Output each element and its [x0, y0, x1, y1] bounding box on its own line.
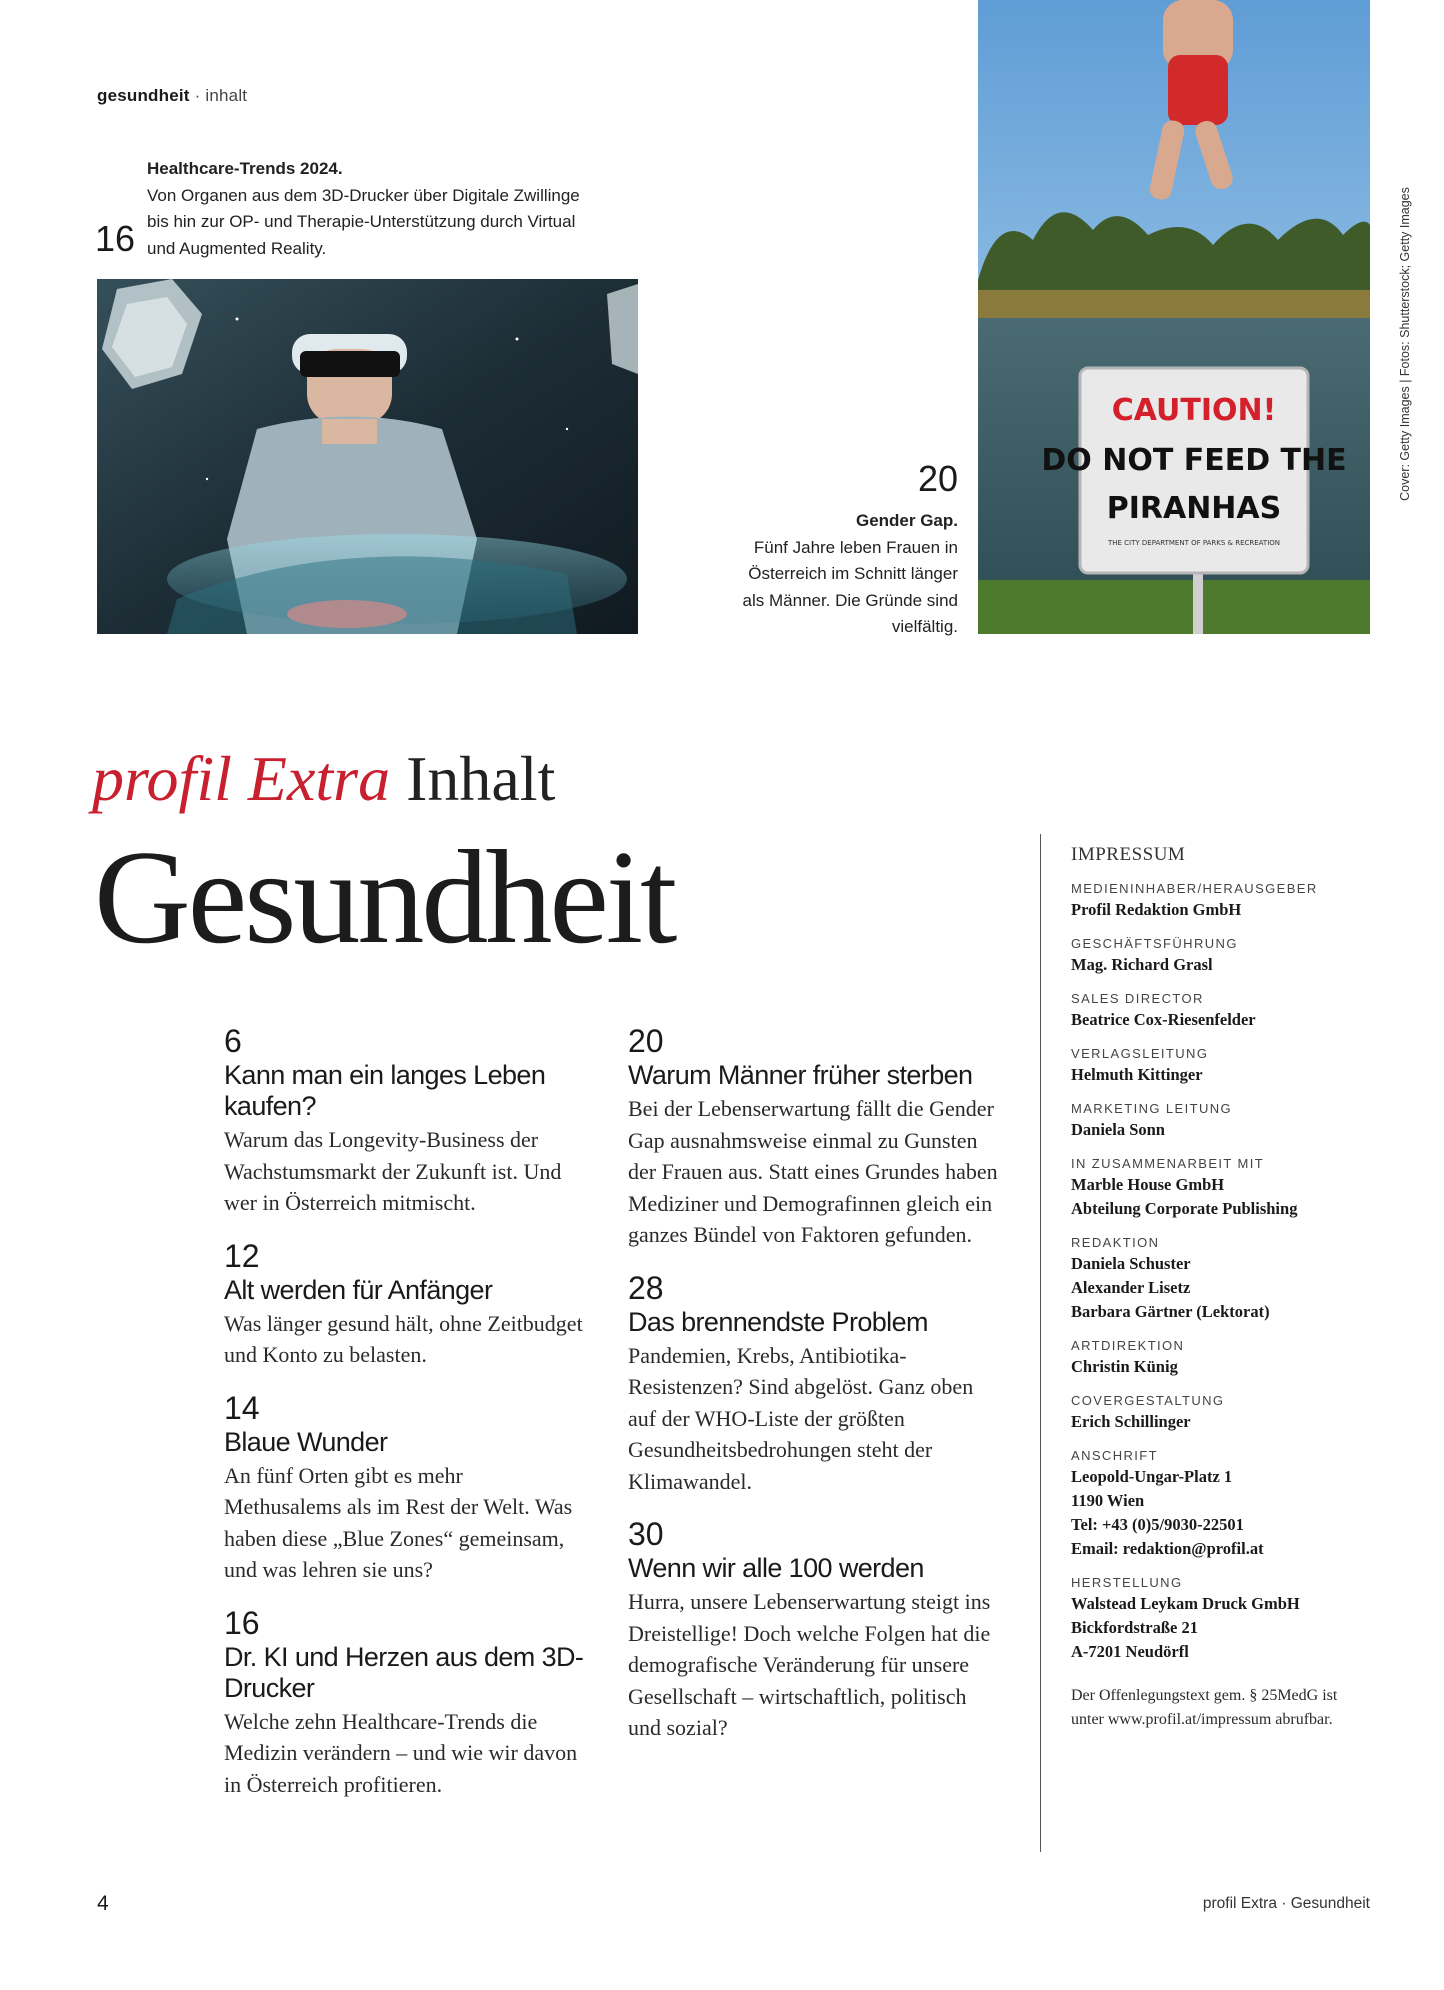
toc-description: Welche zehn Healthcare-Trends die Medizin verändern – und wie wir davon in Österreich profitieren.	[224, 1708, 578, 1797]
toc-page-number: 14	[224, 1389, 260, 1426]
toc-page-number: 28	[628, 1269, 664, 1306]
teaser-right-text	[740, 508, 958, 641]
impressum-value: Barbara Gärtner (Lektorat)	[1071, 1302, 1270, 1321]
impressum-section	[1071, 935, 1361, 977]
impressum-label: GESCHÄFTSFÜHRUNG	[1071, 936, 1238, 951]
sign-caution: CAUTION!	[1111, 393, 1277, 428]
impressum-value: Abteilung Corporate Publishing	[1071, 1199, 1298, 1218]
impressum-label: ARTDIREKTION	[1071, 1338, 1185, 1353]
impressum-value: A-7201 Neudörfl	[1071, 1642, 1189, 1661]
toc-title: Dr. KI und Herzen aus dem 3D-Drucker	[224, 1641, 584, 1703]
page-title: Gesundheit	[94, 823, 675, 971]
toc-column-right	[628, 1022, 998, 1762]
toc-title: Kann man ein langes Leben kaufen?	[224, 1060, 546, 1121]
impressum-value: Erich Schillinger	[1071, 1412, 1191, 1431]
toc-page-number: 6	[224, 1023, 242, 1059]
toc-description: Bei der Lebenserwartung fällt die Gender Gap ausnahmsweise einmal zu Gunsten der Frauen aus. Statt eines Grundes haben Mediziner und Demografinnen gleich ein ganzes Bündel von Faktoren gefunden.	[628, 1096, 998, 1247]
masthead	[92, 742, 555, 816]
teaser-left-number: 16	[95, 218, 136, 259]
impressum-section	[1071, 1155, 1361, 1221]
footer-running-title: profil Extra · Gesundheit	[1202, 1895, 1370, 1912]
toc-description: Hurra, unsere Lebenserwartung steigt ins Dreistellige! Doch welche Folgen hat die demografische Veränderung für unsere Gesellschaft – wirtschaftlich, politisch und sozial?	[628, 1589, 991, 1740]
impressum-value: Mag. Richard Grasl	[1071, 955, 1213, 974]
kicker-separator: ·	[189, 86, 206, 105]
impressum-section	[1071, 1574, 1361, 1664]
brand-name: profil Extra	[92, 743, 391, 814]
toc-page-number: 12	[224, 1237, 260, 1274]
toc-title: Wenn wir alle 100 werden	[628, 1553, 924, 1583]
impressum-label: VERLAGSLEITUNG	[1071, 1046, 1209, 1061]
impressum-sections	[1071, 880, 1361, 1664]
surgeon-vr-illustration	[97, 279, 638, 634]
toc-description: Pandemien, Krebs, Antibiotika-Resistenzen? Sind abgelöst. Ganz oben auf der WHO-Liste der größten Gesundheitsbedrohungen steht der Klimawandel.	[628, 1342, 974, 1494]
impressum-section	[1071, 1447, 1361, 1561]
kicker-subsection: inhalt	[205, 86, 248, 105]
teaser-right-body: Fünf Jahre leben Frauen in Österreich im Schnitt länger als Männer. Die Gründe sind vielfältig.	[742, 537, 958, 636]
impressum-label: MARKETING LEITUNG	[1071, 1101, 1233, 1116]
toc-entry[interactable]	[628, 1269, 998, 1498]
teaser-left-text	[147, 156, 587, 262]
impressum-value: Daniela Schuster	[1071, 1254, 1191, 1273]
page-number: 4	[97, 1892, 109, 1915]
toc-entry[interactable]	[224, 1604, 584, 1801]
impressum-section	[1071, 880, 1361, 922]
toc-page-number: 16	[224, 1604, 260, 1641]
toc-entry[interactable]	[628, 1022, 998, 1251]
teaser-right-number: 20	[917, 458, 958, 499]
impressum-label: COVERGESTALTUNG	[1071, 1393, 1225, 1408]
toc-page-number: 30	[628, 1516, 664, 1552]
teaser-left-body: Von Organen aus dem 3D-Drucker über Digitale Zwillinge bis hin zur OP- und Therapie-Unterstützung durch Virtual und Augmented Reality.	[147, 185, 580, 258]
toc-entry[interactable]	[224, 1389, 584, 1586]
impressum-value: Beatrice Cox-Riesenfelder	[1071, 1010, 1256, 1029]
masthead-inhalt: Inhalt	[406, 743, 556, 814]
surgeon-vr-photo	[97, 279, 638, 634]
impressum-section	[1071, 990, 1361, 1032]
toc-title: Alt werden für Anfänger	[224, 1274, 493, 1305]
impressum-value: Christin Künig	[1071, 1357, 1178, 1376]
impressum-label: REDAKTION	[1071, 1235, 1160, 1250]
impressum-heading: IMPRESSUM	[1071, 844, 1186, 865]
impressum-value: Alexander Lisetz	[1071, 1278, 1191, 1297]
toc-description: An fünf Orten gibt es mehr Methusalems als im Rest der Welt. Was haben diese „Blue Zones“ gemeinsam, und was lehren sie uns?	[224, 1462, 573, 1582]
toc-title: Das brennendste Problem	[628, 1306, 928, 1337]
impressum-section	[1071, 1045, 1361, 1087]
impressum-value: 1190 Wien	[1071, 1491, 1145, 1510]
photo-credit	[1396, 170, 1414, 518]
sign-line2: PIRANHAS	[1106, 491, 1282, 526]
impressum-note: Der Offenlegungstext gem. § 25MedG ist unter www.profil.at/impressum abrufbar.	[1071, 1687, 1338, 1728]
impressum-section	[1071, 1234, 1361, 1324]
toc-title: Blaue Wunder	[224, 1426, 388, 1457]
toc-entry[interactable]	[224, 1237, 584, 1371]
teaser-left-headline: Healthcare-Trends 2024.	[147, 159, 343, 178]
impressum-value: Helmuth Kittinger	[1071, 1065, 1203, 1084]
impressum-label: ANSCHRIFT	[1071, 1448, 1158, 1463]
impressum-value: Walstead Leykam Druck GmbH	[1071, 1594, 1300, 1613]
teaser-right-headline: Gender Gap.	[855, 511, 958, 530]
impressum-value: Email: redaktion@profil.at	[1071, 1539, 1264, 1558]
section-kicker	[97, 86, 247, 106]
toc-description: Warum das Longevity-Business der Wachstumsmarkt der Zukunft ist. Und wer in Österreich mitmischt.	[224, 1127, 562, 1215]
toc-entry[interactable]	[224, 1022, 584, 1219]
impressum-value: Profil Redaktion GmbH	[1071, 900, 1242, 919]
piranha-sign-illustration	[978, 0, 1370, 634]
impressum-section	[1071, 1337, 1361, 1379]
sign-line1: DO NOT FEED THE	[1041, 443, 1347, 478]
impressum-value: Daniela Sonn	[1071, 1120, 1165, 1139]
impressum-label: HERSTELLUNG	[1071, 1575, 1183, 1590]
impressum-label: SALES DIRECTOR	[1071, 991, 1204, 1006]
toc-title: Warum Männer früher sterben	[628, 1060, 973, 1090]
impressum-value: Tel: +43 (0)5/9030-22501	[1071, 1515, 1244, 1534]
impressum-section	[1071, 1100, 1361, 1142]
impressum-section	[1071, 1392, 1361, 1434]
impressum-label: IN ZUSAMMENARBEIT MIT	[1071, 1156, 1265, 1171]
toc-description: Was länger gesund hält, ohne Zeitbudget und Konto zu belasten.	[224, 1310, 583, 1367]
sign-small: THE CITY DEPARTMENT OF PARKS & RECREATION	[1107, 539, 1281, 547]
impressum-value: Bickfordstraße 21	[1071, 1618, 1198, 1637]
piranha-sign-photo	[978, 0, 1370, 634]
toc-entry[interactable]	[628, 1515, 998, 1744]
impressum-label: MEDIENINHABER/HERAUSGEBER	[1071, 881, 1318, 896]
photo-credit-text: Cover: Getty Images | Fotos: Shutterstock; Getty Images	[1398, 187, 1412, 501]
impressum-value: Marble House GmbH	[1071, 1175, 1225, 1194]
toc-page-number: 20	[628, 1023, 664, 1059]
kicker-section: gesundheit	[97, 86, 190, 105]
column-divider	[1040, 834, 1041, 1852]
impressum-value: Leopold-Ungar-Platz 1	[1071, 1467, 1233, 1486]
toc-column-left	[224, 1022, 584, 1818]
impressum	[1071, 844, 1361, 1731]
